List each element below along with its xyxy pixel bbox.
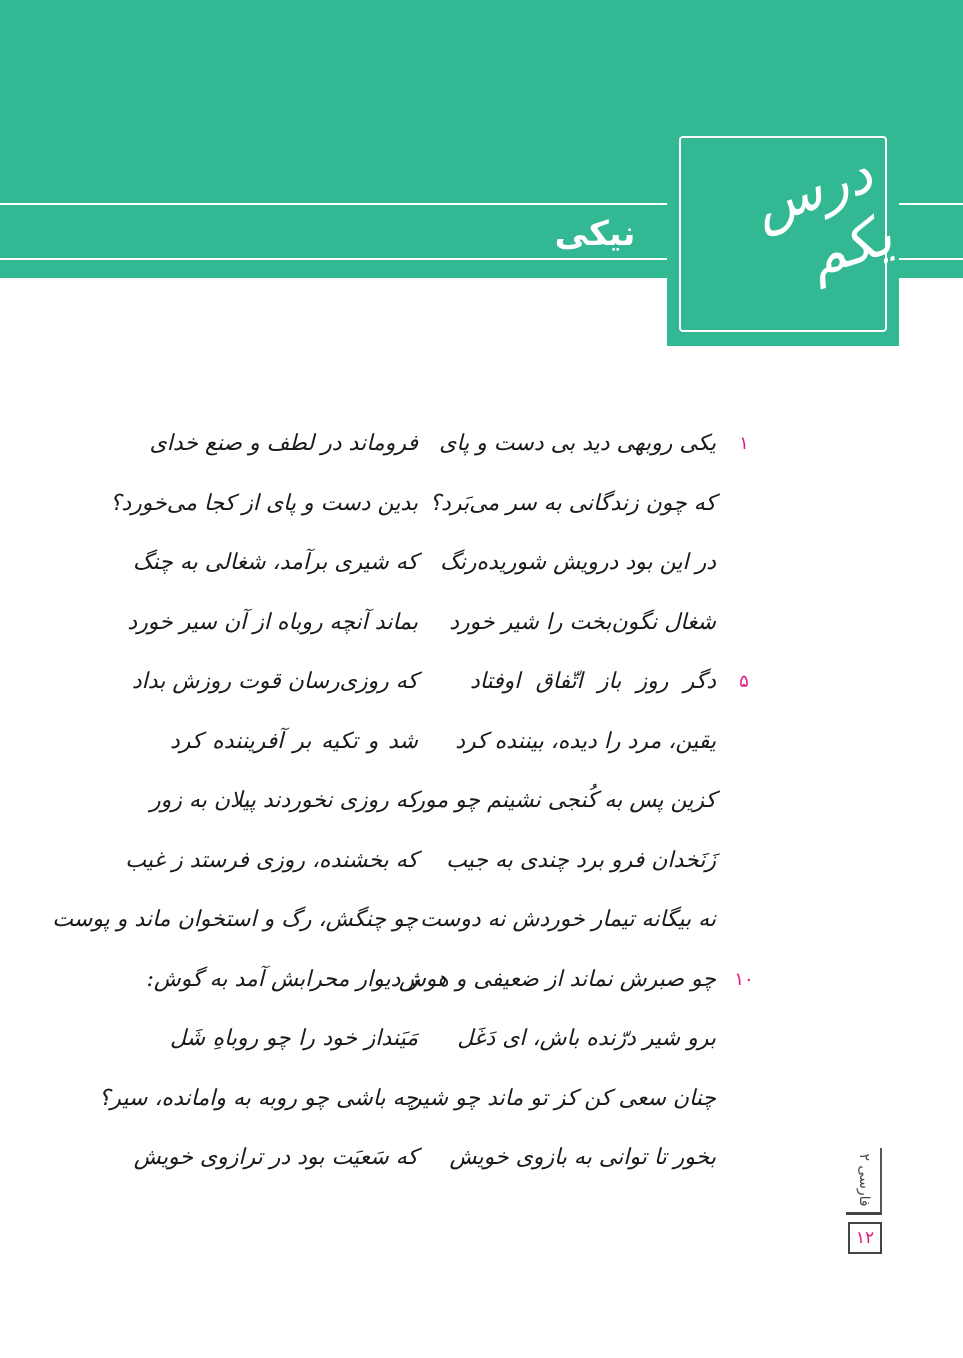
verse-row xyxy=(146,956,758,1004)
verse-number xyxy=(730,718,758,766)
hemistich-right: برو شیر درّنده باش، ای دَغَل xyxy=(457,1026,716,1051)
hemistich-right: که چون زندگانی به سر می‌بَرد؟ xyxy=(429,490,716,516)
verse-number xyxy=(730,1134,758,1182)
hemistich-left: چه باشی چو روبه به وامانده، سیر؟ xyxy=(98,1085,418,1111)
verse-number: ۱۰ xyxy=(734,968,754,990)
verse-row xyxy=(52,896,758,944)
hemistich-left: شد و تکیه بر آفریننده کرد xyxy=(170,728,418,754)
verse-number xyxy=(730,480,758,528)
lesson-badge-frame xyxy=(679,136,901,332)
hemistich-left: که سَعیَت بود در ترازوی خویش xyxy=(133,1145,418,1170)
hemistich-right: یقین، مرد را دیده، بیننده کرد xyxy=(455,728,716,754)
hemistich-right: چو صبرش نماند از ضعیفی و هوش xyxy=(398,966,716,992)
lesson-title: نیکی xyxy=(554,214,636,254)
verse-number: ۵ xyxy=(739,671,749,692)
verse-number xyxy=(730,896,758,944)
verse-number xyxy=(730,777,758,825)
verse-number xyxy=(730,539,758,587)
hemistich-right: در این بود درویش شوریده‌رنگ xyxy=(440,550,716,575)
lesson-badge xyxy=(667,124,899,346)
verse-row xyxy=(149,420,758,468)
verse-row xyxy=(168,718,758,766)
lesson-label: درس یکم xyxy=(745,140,901,291)
hemistich-left: فروماند در لطف و صنع خدای xyxy=(149,431,418,456)
hemistich-right: بخور تا توانی به بازوی خویش xyxy=(449,1145,716,1170)
hemistich-right: نه بیگانه تیمار خوردش نه دوست xyxy=(420,907,716,932)
hemistich-left: چو چنگش، رگ و استخوان ماند و پوست xyxy=(52,907,418,932)
hemistich-right: دگر روز باز اتّفاق اوفتاد xyxy=(470,669,716,694)
page-number: ۱۲ xyxy=(848,1222,882,1254)
verse-row xyxy=(127,599,758,647)
verse-row xyxy=(109,480,758,528)
hemistich-right: شغال نگون‌بخت را شیر خورد xyxy=(449,609,716,635)
hemistich-left: که روزی‌رسان قوت روزش بداد xyxy=(131,669,418,694)
verse-number xyxy=(730,599,758,647)
hemistich-left: بماند آنچه روباه از آن سیر خورد xyxy=(127,609,418,635)
verse-row xyxy=(98,1075,758,1123)
book-label: فارسی ۲ xyxy=(856,1153,872,1207)
verse-number xyxy=(730,1075,758,1123)
book-label-tab xyxy=(850,1148,882,1212)
verse-number xyxy=(730,1015,758,1063)
verse-row xyxy=(133,1134,758,1182)
verse-number: ۱ xyxy=(739,433,749,454)
verse-row xyxy=(125,837,758,885)
page-divider xyxy=(846,1212,882,1215)
hemistich-right: زَنَخدان فرو برد چندی به جیب xyxy=(446,847,716,873)
hemistich-left: که شیری برآمد، شغالی به چنگ xyxy=(132,550,418,575)
verse-row xyxy=(131,658,758,706)
hemistich-left: بدین دست و پای از کجا می‌خورد؟ xyxy=(109,490,418,516)
hemistich-left: مَیَنداز خود را چو روباهِ شَل xyxy=(170,1026,418,1051)
hemistich-left: که بخشنده، روزی فرستد ز غیب xyxy=(125,847,418,873)
hemistich-right: کزین پس به کُنجی نشینم چو مور xyxy=(414,788,716,813)
verse-number xyxy=(730,837,758,885)
verse-row xyxy=(168,1015,758,1063)
hemistich-right: یکی روبهی دید بی دست و پای xyxy=(439,431,716,456)
hemistich-left: که روزی نخوردند پیلان به زور xyxy=(150,788,418,813)
verse-row xyxy=(150,777,758,825)
verse-row xyxy=(132,539,758,587)
hemistich-left: ز دیوار محرابش آمد به گوش: xyxy=(146,966,418,992)
hemistich-right: چنان سعی کن کز تو ماند چو شیر xyxy=(410,1085,716,1111)
